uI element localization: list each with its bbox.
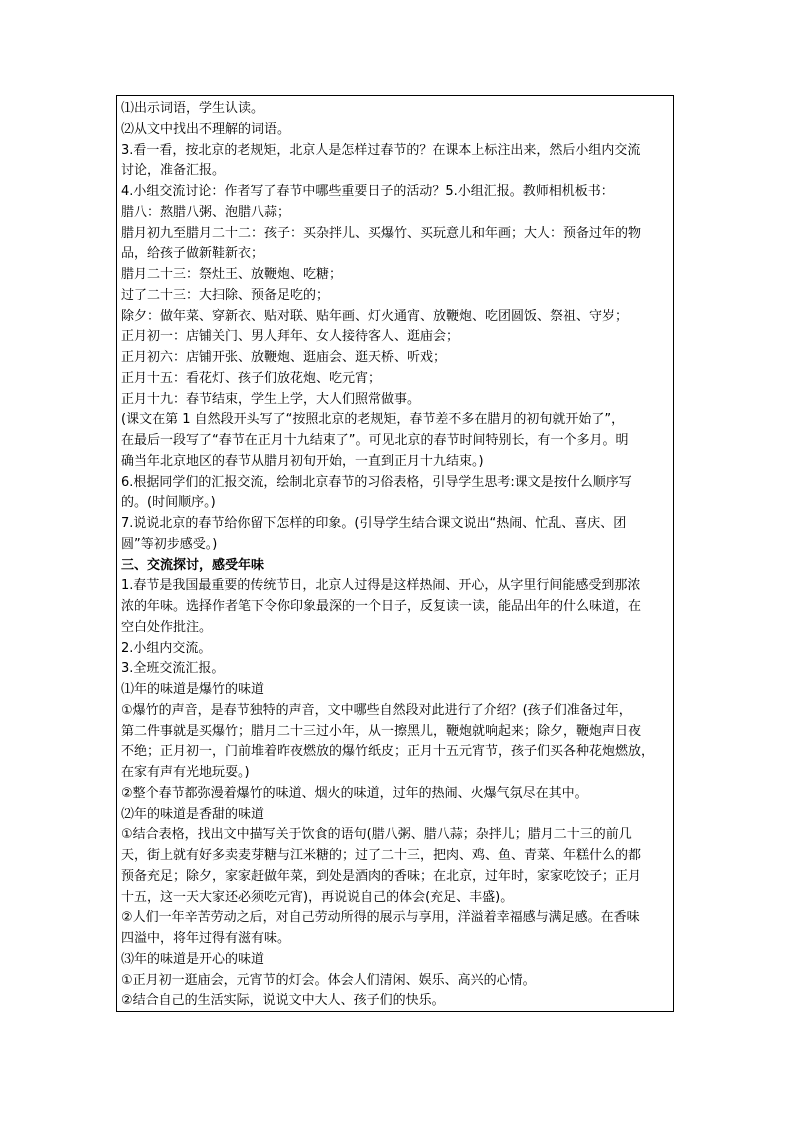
text-line: 腊月初九至腊月二十二：孩子：买杂拌儿、买爆竹、买玩意儿和年画；大人：预备过年的物: [121, 225, 642, 241]
text-line: 第二件事就是买爆竹；腊月二十三过小年，从一擦黑儿，鞭炮就响起来；除夕，鞭炮声日夜: [121, 723, 642, 739]
text-line: ①正月初一逛庙会，元宵节的灯会。体会人们清闲、娱乐、高兴的心情。: [121, 972, 536, 988]
text-line: ⑶年的味道是开心的味道: [121, 951, 265, 967]
text-line: 在家有声有光地玩耍。): [121, 765, 250, 780]
text-line: 空白处作批注。: [121, 619, 213, 635]
text-line: 确当年北京地区的春节从腊月初旬开始，一直到正月十九结束。): [121, 453, 484, 469]
text-line: ⑵年的味道是香甜的味道: [121, 806, 265, 822]
text-line: 2.小组内交流。: [121, 640, 212, 656]
text-line: ②人们一年辛苦劳动之后，对自己劳动所得的展示与享用，洋溢着幸福感与满足感。在香味: [121, 910, 640, 926]
text-line: 3.全班交流汇报。: [121, 661, 225, 677]
text-line: 4.小组交流讨论：作者写了春节中哪些重要日子的活动？5.小组汇报。教师相机板书：: [121, 184, 614, 199]
text-line: ①结合表格，找出文中描写关于饮食的语句(腊八粥、腊八蒜；杂拌儿；腊月二十三的前几: [121, 827, 632, 843]
text-line: 的。(时间顺序。): [121, 495, 216, 511]
section-heading: 三、交流探讨，感受年味: [121, 557, 265, 573]
text-line: ⑵从文中找出不理解的词语。: [121, 121, 291, 137]
text-line: 讨论，准备汇报。: [121, 163, 226, 179]
text-line: 除夕：做年菜、穿新衣、贴对联、贴年画、灯火通宵、放鞭炮、吃团圆饭、祭祖、守岁；: [121, 308, 629, 324]
text-line: 在最后一段写了“春节在正月十九结束了”。可见北京的春节时间特别长，有一个多月。明: [121, 433, 629, 448]
text-line: ⑴年的味道是爆竹的味道: [121, 682, 265, 697]
text-line: 圆”等初步感受。): [121, 536, 218, 552]
text-line: ⑴出示词语，学生认读。: [121, 101, 265, 116]
text-line: 正月初一：店铺关门、男人拜年、女人接待客人、逛庙会；: [121, 329, 460, 345]
text-line: 过了二十三：大扫除、预备足吃的；: [121, 287, 330, 303]
text-line: 正月初六：店铺开张、放鞭炮、逛庙会、逛天桥、听戏；: [121, 350, 447, 365]
text-line: 品，给孩子做新鞋新衣；: [121, 246, 265, 262]
text-line: 预备充足；除夕，家家赶做年菜，到处是酒肉的香味；在北京，过年时，家家吃饺子；正月: [121, 868, 642, 884]
text-line: 7.说说北京的春节给你留下怎样的印象。(引导学生结合课文说出“热闹、忙乱、喜庆、团: [121, 516, 627, 531]
text-line: 十五，这一天大家还必须吃元宵)，再说说自己的体会(充足、丰盛)。: [121, 889, 514, 905]
text-line: ②结合自己的生活实际，说说文中大人、孩子们的快乐。: [121, 993, 445, 1009]
text-line: 腊月二十三：祭灶王、放鞭炮、吃糖；: [121, 267, 343, 282]
text-line: (课文在第 1 自然段开头写了“按照北京的老规矩，春节差不多在腊月的初旬就开始了”，: [121, 412, 625, 428]
text-line: 正月十九：春节结束，学生上学，大人们照常做事。: [121, 391, 421, 407]
text-line: 不绝；正月初一，门前堆着昨夜燃放的爆竹纸皮；正月十五元宵节，孩子们买各种花炮燃放，: [121, 744, 655, 760]
text-line: ①爆竹的声音，是春节独特的声音，文中哪些自然段对此进行了介绍？(孩子们准备过年，: [121, 702, 632, 718]
text-line: 天，街上就有好多卖麦芽糖与江米糖的；过了二十三，把肉、鸡、鱼、青菜、年糕什么的都: [121, 848, 642, 863]
text-line: 四溢中，将年过得有滋有味。: [121, 931, 291, 946]
text-line: 1.春节是我国最重要的传统节日，北京人过得是这样热闹、开心，从字里行间能感受到那浓: [121, 578, 641, 594]
text-line: 腊八：熬腊八粥、泡腊八蒜；: [121, 204, 291, 220]
text-line: 3.看一看，按北京的老规矩，北京人是怎样过春节的？在课本上标注出来，然后小组内交流: [121, 142, 641, 158]
text-line: ②整个春节都弥漫着爆竹的味道、烟火的味道，过年的热闹、火爆气氛尽在其中。: [121, 785, 588, 801]
text-line: 6.根据同学们的汇报交流，绘制北京春节的习俗表格，引导学生思考:课文是按什么顺序写: [121, 474, 632, 490]
text-line: 正月十五：看花灯、孩子们放花炮、吃元宵；: [121, 370, 382, 386]
text-line: 浓的年味。选择作者笔下令你印象最深的一个日子，反复读一读，能品出年的什么味道，在: [121, 599, 642, 614]
